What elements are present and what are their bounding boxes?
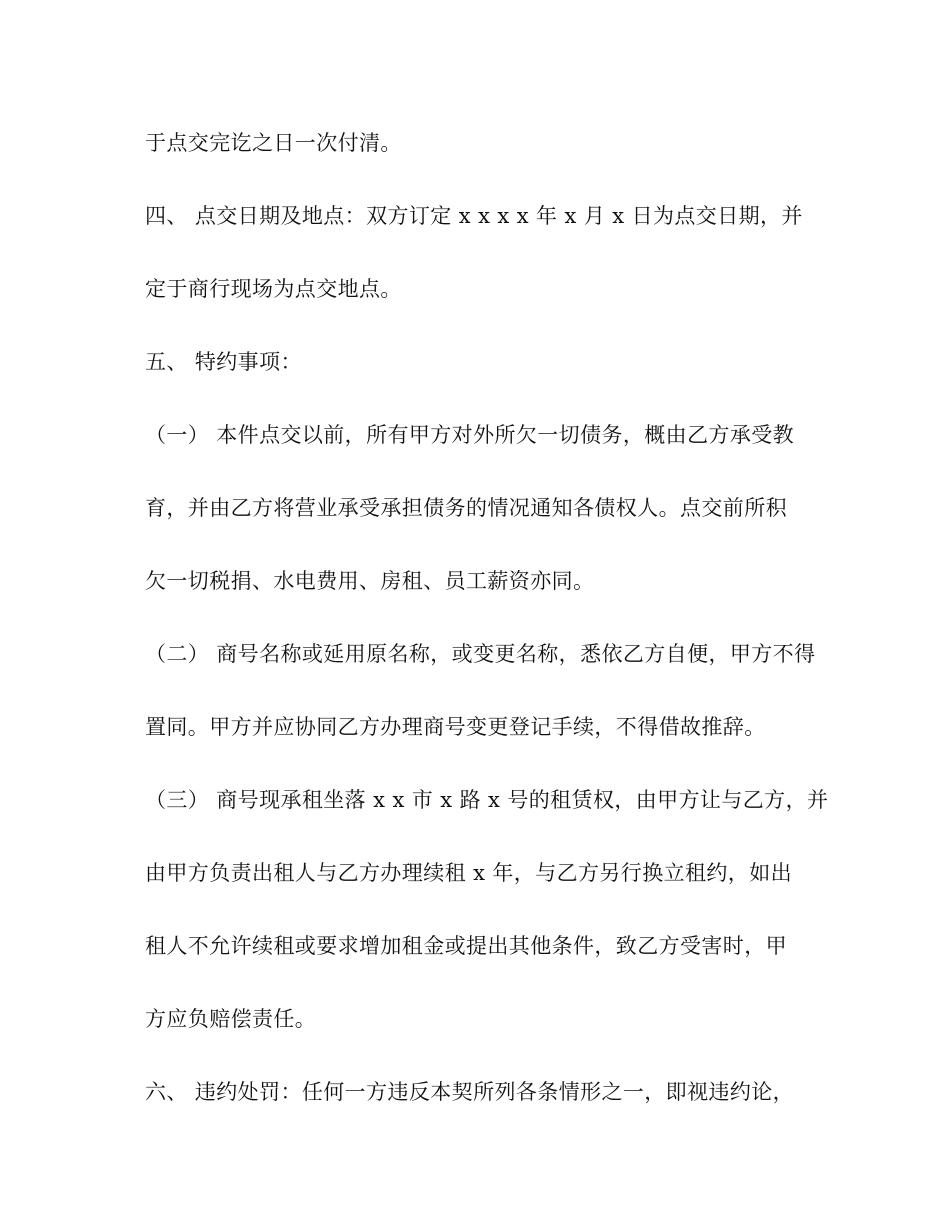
paragraph-line: 定于商行现场为点交地点。 xyxy=(145,277,402,301)
section-heading: 五、 特约事项： xyxy=(145,350,302,374)
paragraph-line: （一） 本件点交以前，所有甲方对外所欠一切债务，概由乙方承受教 xyxy=(145,423,795,447)
paragraph-line: 置同。甲方并应协同乙方办理商号变更登记手续，不得借故推辞。 xyxy=(145,715,766,739)
paragraph-line: 育，并由乙方将营业承受承担债务的情况通知各债权人。点交前所积 xyxy=(145,496,787,520)
paragraph-line: 四、 点交日期及地点：双方订定 x x x x 年 x 月 x 日为点交日期，并 xyxy=(145,204,803,228)
paragraph-line: 租人不允许续租或要求增加租金或提出其他条件，致乙方受害时，甲 xyxy=(145,934,787,958)
paragraph-line: （三） 商号现承租坐落 x x 市 x 路 x 号的租赁权，由甲方让与乙方，并 xyxy=(145,788,829,812)
paragraph-line: 方应负赔偿责任。 xyxy=(145,1007,317,1031)
paragraph-line: （二） 商号名称或延用原名称，或变更名称，悉依乙方自便，甲方不得 xyxy=(145,642,816,666)
paragraph-line: 由甲方负责出租人与乙方办理续租 x 年，与乙方另行换立租约，如出 xyxy=(145,861,792,885)
paragraph-line: 于点交完讫之日一次付清。 xyxy=(145,131,402,155)
paragraph-line: 六、 违约处罚：任何一方违反本契所列各条情形之一，即视违约论， xyxy=(145,1080,795,1104)
paragraph-line: 欠一切税捐、水电费用、房租、员工薪资亦同。 xyxy=(145,569,595,593)
